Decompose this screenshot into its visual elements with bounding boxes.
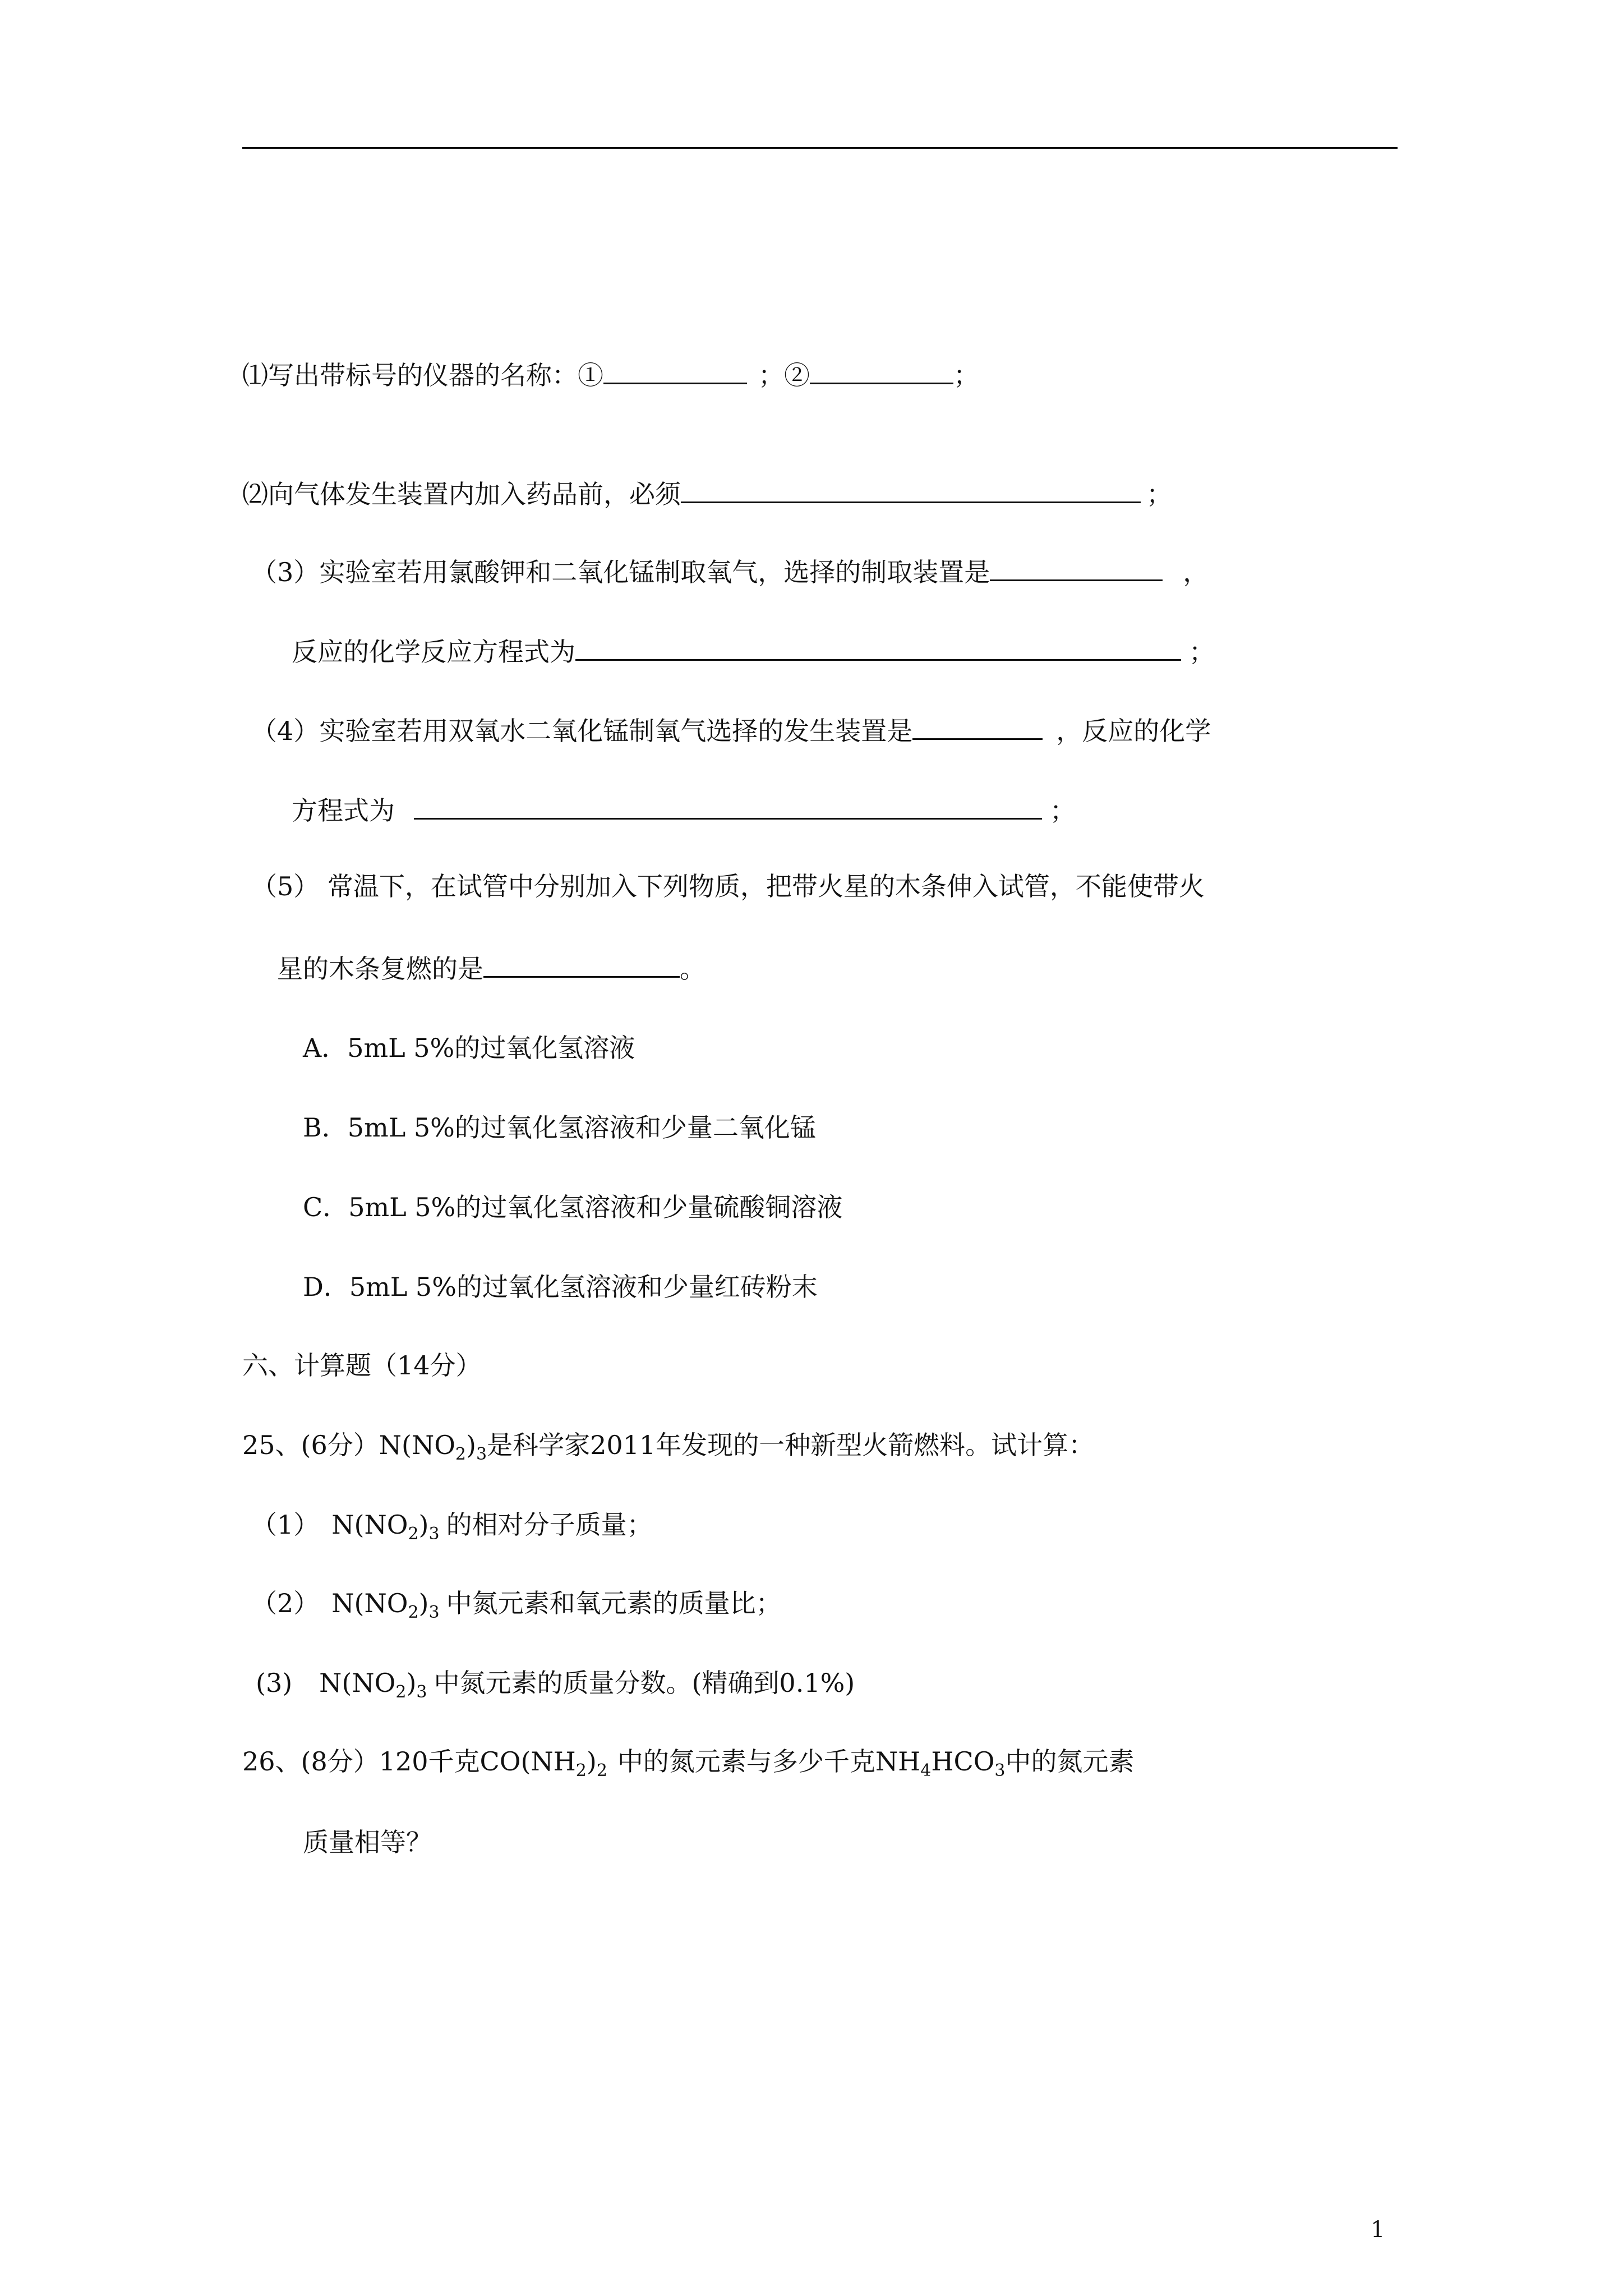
q24-part2-end: ； — [1146, 479, 1172, 509]
q24-part1-text: ⑴写出带标号的仪器的名称：① — [242, 360, 603, 390]
q26-line2: 质量相等？ — [303, 1827, 432, 1857]
q24-part4-end: ，反应的化学 — [1056, 716, 1211, 746]
q24-part4-equation-text: 方程式为 — [292, 795, 395, 826]
page-number: 1 — [1371, 2217, 1385, 2243]
q24-part4-equation — [292, 791, 1076, 827]
q24-part3-end: ， — [1183, 557, 1209, 587]
answer-blank-1[interactable] — [603, 356, 747, 384]
q25-item2-text: 中氮元素和氧元素的质量比； — [446, 1588, 782, 1618]
option-b: B．5mL 5%的过氧化氢溶液和少量二氧化锰 — [303, 1112, 816, 1143]
q25-item2-formula: $N(NO_2)_3$ — [331, 1588, 440, 1622]
q24-part4-equation-end: ； — [1050, 795, 1076, 826]
q25-formula: $N(NO_2)_3$ — [379, 1430, 487, 1464]
option-a: A．5mL 5%的过氧化氢溶液 — [303, 1033, 635, 1063]
q26-mid: 中的氮元素与多少千克 — [617, 1746, 875, 1777]
answer-blank-7[interactable] — [414, 791, 1042, 820]
q24-part4 — [251, 711, 1211, 748]
q25-item3-formula: $N(NO_2)_3$ — [319, 1668, 427, 1702]
q25-item1-number: （1） — [251, 1510, 320, 1540]
q26-tail: 中的氮元素 — [1005, 1746, 1135, 1777]
q26-line1 — [242, 1745, 1135, 1778]
q24-part3-equation — [292, 632, 1215, 669]
q25-lead: 25、(6分） — [242, 1430, 379, 1460]
q24-part2-text: ⑵向气体发生装置内加入药品前，必须 — [242, 479, 681, 509]
q25-item3-text: 中氮元素的质量分数。(精确到0.1%) — [434, 1668, 855, 1698]
q25-item1-text: 的相对分子质量； — [446, 1510, 653, 1540]
q24-part3 — [251, 553, 1209, 589]
q24-part4-text: （4）实验室若用双氧水二氧化锰制氧气选择的发生装置是 — [251, 716, 913, 746]
q25-intro — [242, 1428, 1094, 1462]
answer-blank-6[interactable] — [912, 711, 1043, 740]
q24-part5-line1: （5） 常温下，在试管中分别加入下列物质，把带火星的木条伸入试管，不能使带火 — [251, 871, 1205, 901]
option-c: C．5mL 5%的过氧化氢溶液和少量硫酸铜溶液 — [303, 1192, 843, 1222]
answer-blank-8[interactable] — [483, 949, 680, 978]
q25-item1 — [251, 1508, 653, 1542]
q26-urea-formula: $CO(NH_2)_2$ — [479, 1746, 607, 1780]
q24-part3-equation-end: ； — [1189, 637, 1215, 667]
q25-item3 — [256, 1666, 855, 1700]
q25-item2 — [251, 1586, 782, 1620]
q25-intro-tail: 是科学家2011年发现的一种新型火箭燃料。试计算： — [487, 1430, 1095, 1460]
q24-part5-line2 — [277, 949, 706, 986]
q24-part5-line2-text: 星的木条复燃的是 — [277, 954, 483, 984]
q24-part2 — [242, 475, 1172, 511]
answer-blank-4[interactable] — [990, 553, 1163, 581]
q24-part3-text: （3）实验室若用氯酸钾和二氧化锰制取氧气，选择的制取装置是 — [251, 557, 990, 587]
q24-part1-end: ； — [953, 360, 979, 390]
q24-part3-equation-text: 反应的化学反应方程式为 — [292, 637, 575, 667]
answer-blank-2[interactable] — [810, 356, 953, 384]
q24-part1-mid: ；② — [758, 360, 810, 390]
q24-part5-line2-end: 。 — [680, 954, 706, 984]
answer-blank-3[interactable] — [681, 475, 1141, 503]
q25-item3-number: (3) — [256, 1668, 293, 1698]
q24-part1 — [242, 356, 979, 392]
q25-item2-number: （2） — [251, 1588, 320, 1618]
q26-lead: 26、(8分）120千克 — [242, 1746, 480, 1777]
option-d: D．5mL 5%的过氧化氢溶液和少量红砖粉末 — [303, 1272, 818, 1302]
q26-ammonium-formula: $NH_4HCO_3$ — [875, 1746, 1006, 1780]
header-rule — [242, 147, 1398, 149]
q25-item1-formula: $N(NO_2)_3$ — [331, 1510, 440, 1544]
answer-blank-5[interactable] — [575, 632, 1181, 661]
section-title: 六、计算题（14分） — [242, 1350, 482, 1381]
